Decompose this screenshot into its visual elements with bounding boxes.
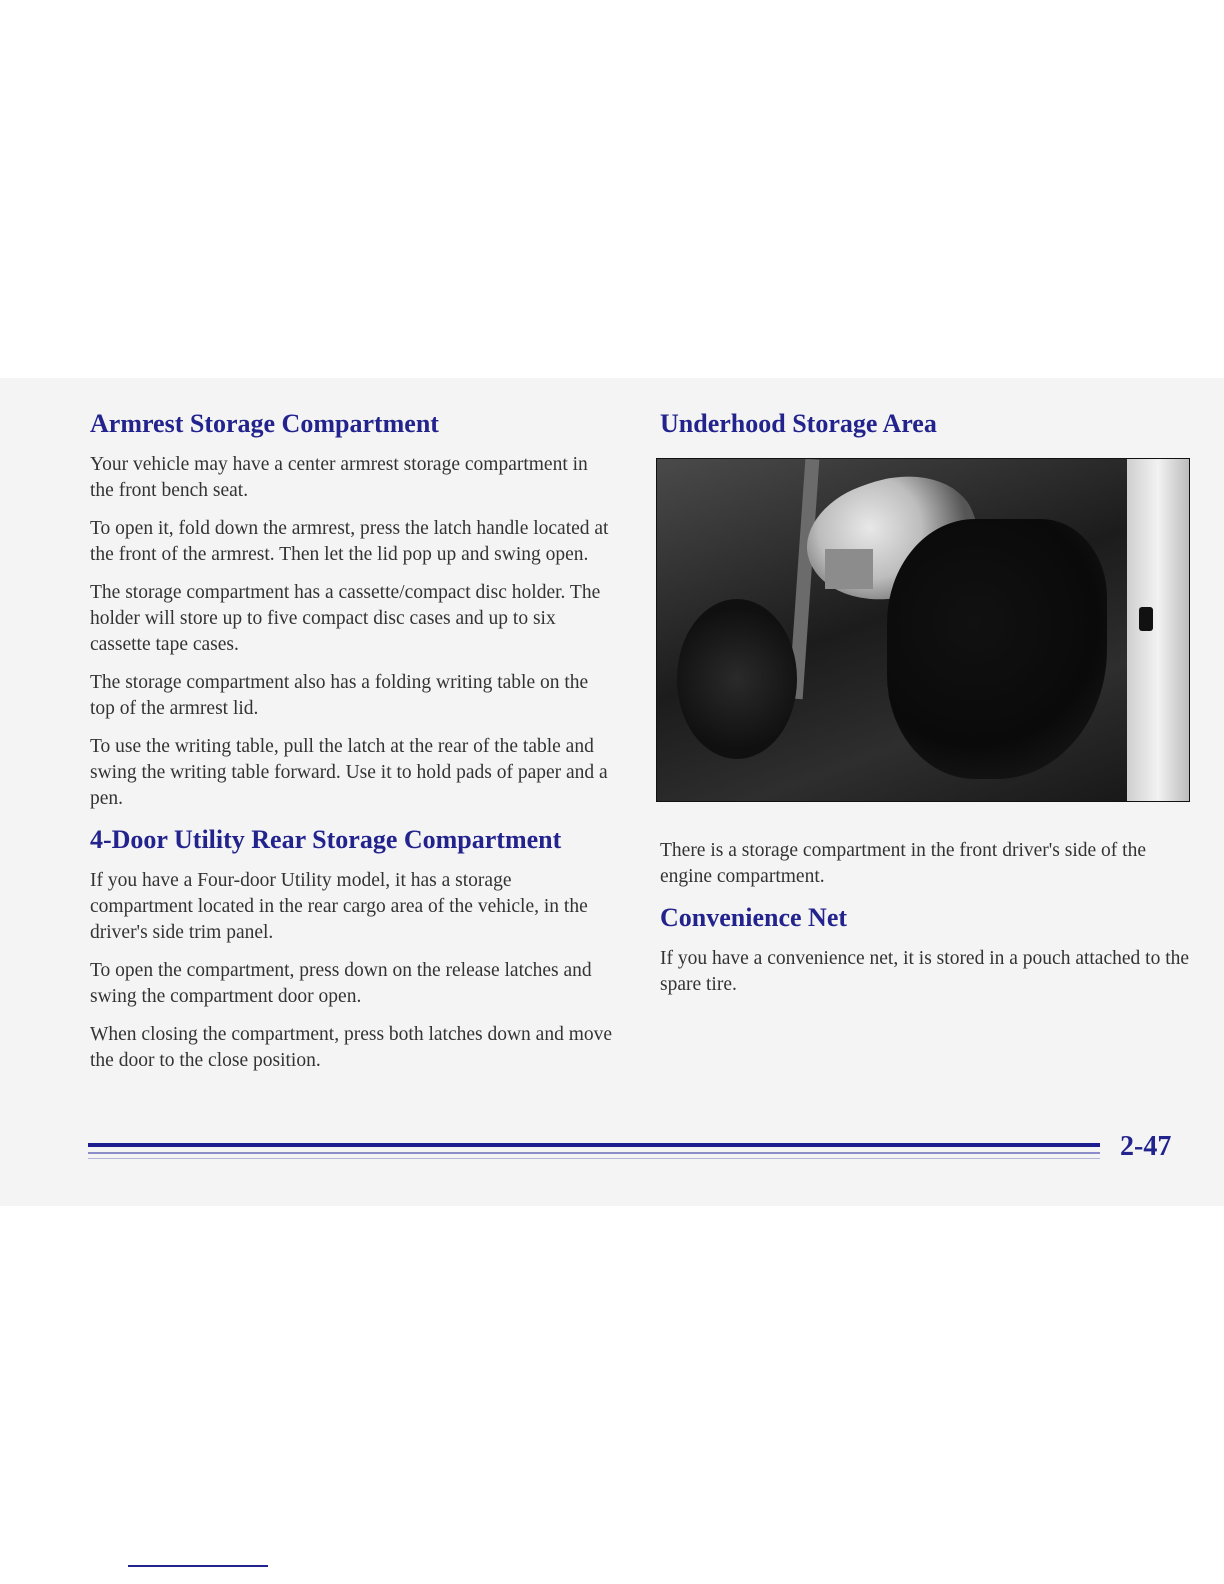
underhood-paragraph: There is a storage compartment in the front driver's side of the engine compartment. [660, 840, 1146, 887]
bottom-accent-line [128, 1565, 268, 1567]
rear-storage-paragraph-1: If you have a Four-door Utility model, it has a storage compartment located in the rear cargo area of the vehicle, in the driver's side trim panel. [90, 870, 588, 943]
photo-bracket [825, 549, 873, 589]
engine-compartment-photo [656, 458, 1190, 802]
photo-latch [1139, 607, 1153, 631]
convenience-net-heading: Convenience Net [660, 903, 848, 932]
armrest-paragraph-5: To use the writing table, pull the latch at the rear of the table and swing the writing table forward. Use it to hold pads of paper and a pen. [90, 736, 608, 809]
convenience-net-paragraph: If you have a convenience net, it is stored in a pouch attached to the spare tire. [660, 948, 1190, 995]
left-column [90, 408, 615, 1086]
rear-storage-heading: 4-Door Utility Rear Storage Compartment [90, 825, 562, 854]
rear-storage-paragraph-3: When closing the compartment, press both latches down and move the door to the close position. [90, 1024, 613, 1071]
armrest-paragraph-2: To open it, fold down the armrest, press the latch handle located at the front of the armrest. Then let the lid pop up and swing open. [90, 518, 609, 565]
armrest-paragraph-3: The storage compartment has a cassette/compact disc holder. The holder will store up to five compact disc cases and up to six cassette tape cases. [90, 582, 601, 655]
right-column [660, 408, 1190, 1010]
photo-fender-panel [1127, 459, 1189, 801]
footer-rule [88, 1143, 1100, 1163]
page-number: 2-47 [1120, 1131, 1172, 1162]
armrest-heading: Armrest Storage Compartment [90, 409, 439, 438]
underhood-heading: Underhood Storage Area [660, 409, 937, 438]
rear-storage-paragraph-2: To open the compartment, press down on the release latches and swing the compartment door open. [90, 960, 592, 1007]
armrest-paragraph-1: Your vehicle may have a center armrest storage compartment in the front bench seat. [90, 454, 588, 501]
footer-rule-thick [88, 1143, 1100, 1147]
photo-storage-bag [887, 519, 1107, 779]
photo-hose [677, 599, 797, 759]
footer-rule-hairline [88, 1158, 1100, 1159]
footer-rule-thin [88, 1152, 1100, 1154]
armrest-paragraph-4: The storage compartment also has a folding writing table on the top of the armrest lid. [90, 672, 589, 719]
